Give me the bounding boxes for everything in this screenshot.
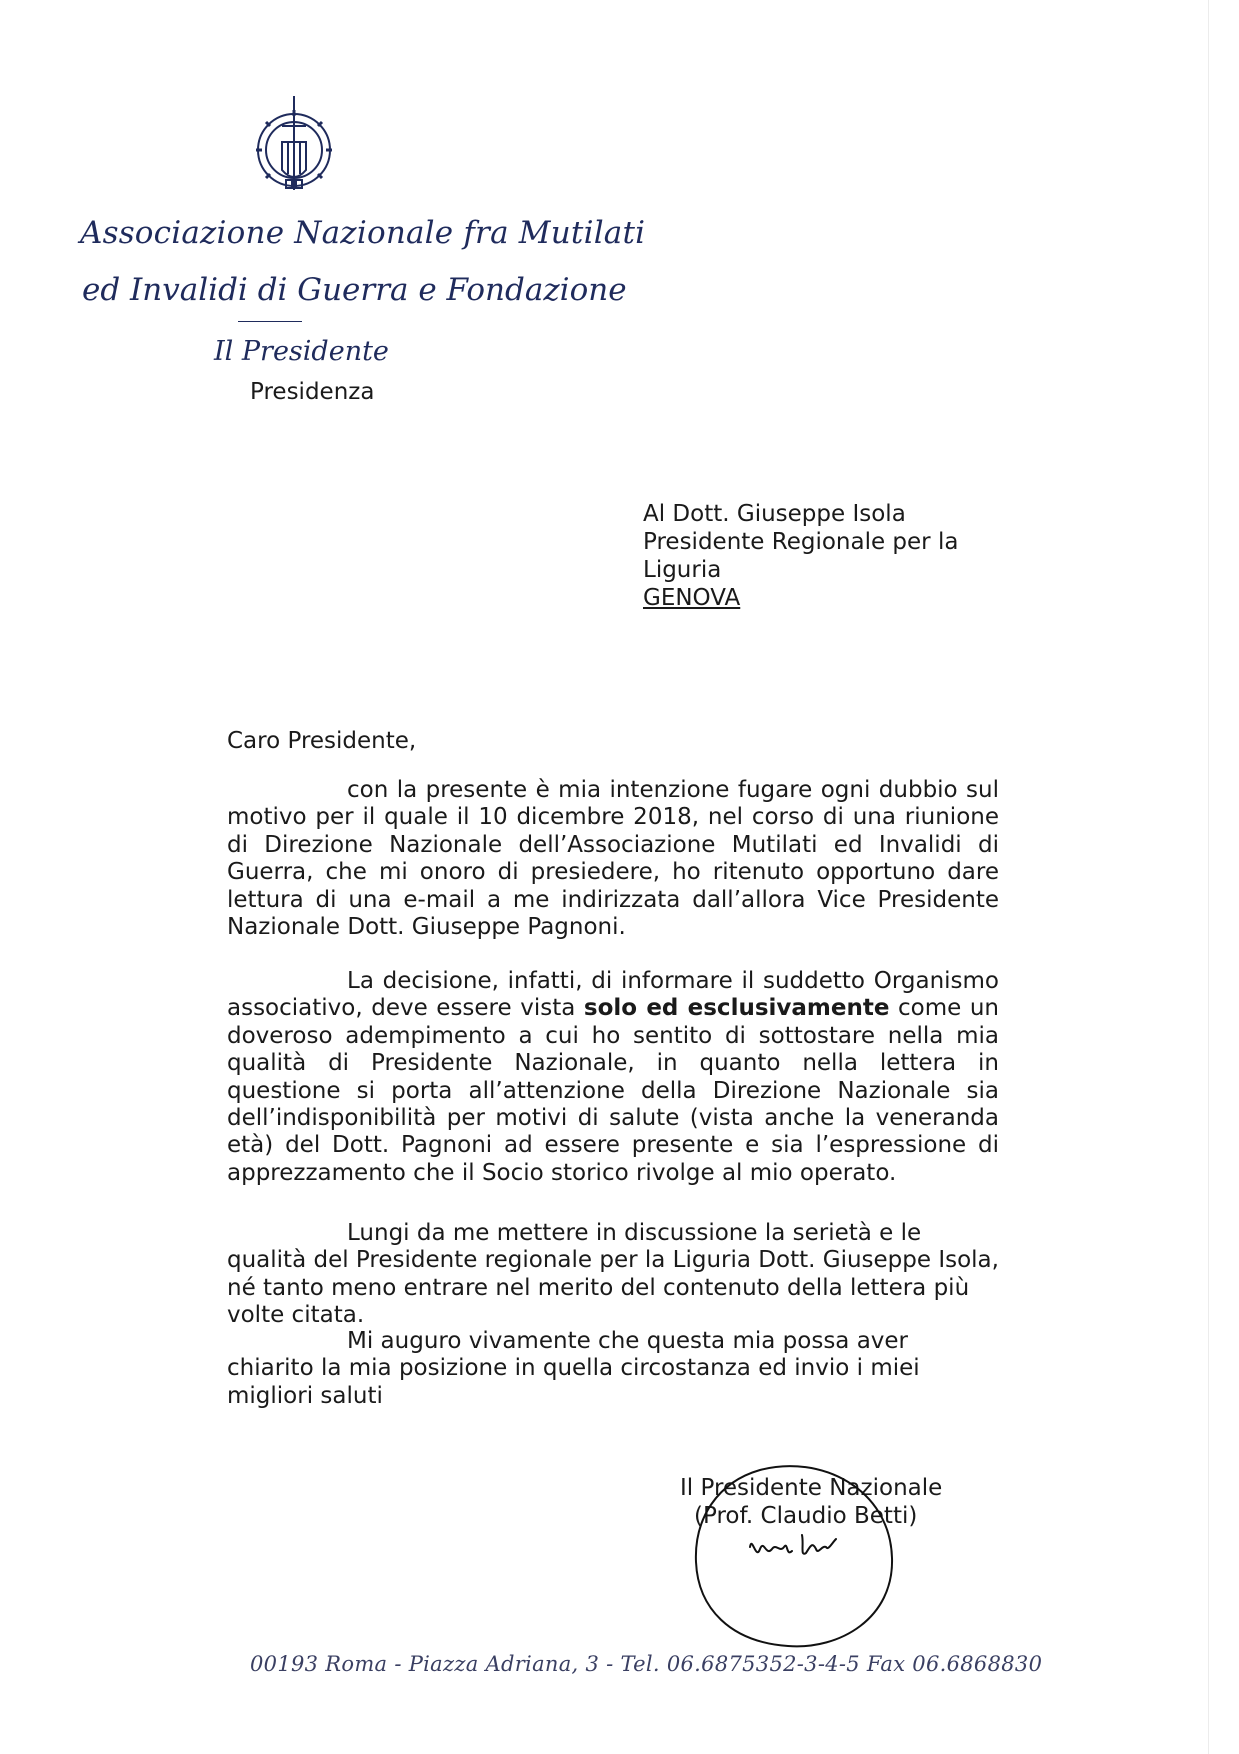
recipient-block [643, 500, 983, 612]
salutation: Caro Presidente, [227, 728, 417, 754]
signature-role: Il Presidente Nazionale [680, 1475, 943, 1501]
recipient-line: Al Dott. Giuseppe Isola [643, 501, 906, 527]
association-emblem-icon [246, 92, 342, 200]
footer-address: 00193 Roma - Piazza Adriana, 3 - Tel. 06.6875352-3-4-5 Fax 06.6868830 [250, 1652, 1043, 1676]
header-divider [238, 321, 302, 322]
recipient-city: GENOVA [643, 585, 741, 611]
handwritten-signature [740, 1527, 860, 1567]
paragraph-text: come un doveroso adempimento a cui ho sentito di sottostare nella mia qualità di Presidente Nazionale, in quanto nella lettera in questione si porta all’attenzione della Direzione Nazionale sia dell’indisponibilità per motivi di salute (vista anche la veneranda età) del Dott. Pagnoni ad essere presente e sia l’espressione di apprezzamento che il Socio storico rivolge al mio operato. [227, 995, 999, 1186]
paragraph-text: La decisione, infatti, di informare il suddetto Organismo associativo, deve essere vista [227, 968, 999, 1022]
office-label: Presidenza [250, 379, 375, 405]
president-title: Il Presidente [214, 336, 389, 367]
body-paragraph-1: con la presente è mia intenzione fugare ogni dubbio sul motivo per il quale il 10 dicembre 2018, nel corso di una riunione di Direzione Nazionale dell’Associazione Mutilati ed Invalidi di Guerra, che mi onoro di presiedere, ho ritenuto opportuno dare lettura di una e-mail a me indirizzata dall’allora Vice Presidente Nazionale Dott. Giuseppe Pagnoni. [227, 777, 999, 941]
emphasis-text: solo ed esclusivamente [583, 995, 890, 1022]
body-paragraph-3: Lungi da me mettere in discussione la serietà e le qualità del Presidente regionale per la Liguria Dott. Giuseppe Isola, né tanto meno entrare nel merito del contenuto della lettera più volte citata. [227, 1220, 999, 1329]
body-paragraph-2 [227, 968, 999, 1187]
recipient-line: Presidente Regionale per la [643, 529, 959, 555]
recipient-line: Liguria [643, 557, 722, 583]
body-paragraph-4: Mi auguro vivamente che questa mia possa aver chiarito la mia posizione in quella circostanza ed invio i miei migliori saluti [227, 1328, 920, 1409]
signature-name: (Prof. Claudio Betti) [694, 1503, 918, 1529]
organization-name-line1: Associazione Nazionale fra Mutilati [80, 215, 646, 251]
organization-name-line2: ed Invalidi di Guerra e Fondazione [82, 272, 627, 308]
page-edge [1208, 0, 1209, 1754]
